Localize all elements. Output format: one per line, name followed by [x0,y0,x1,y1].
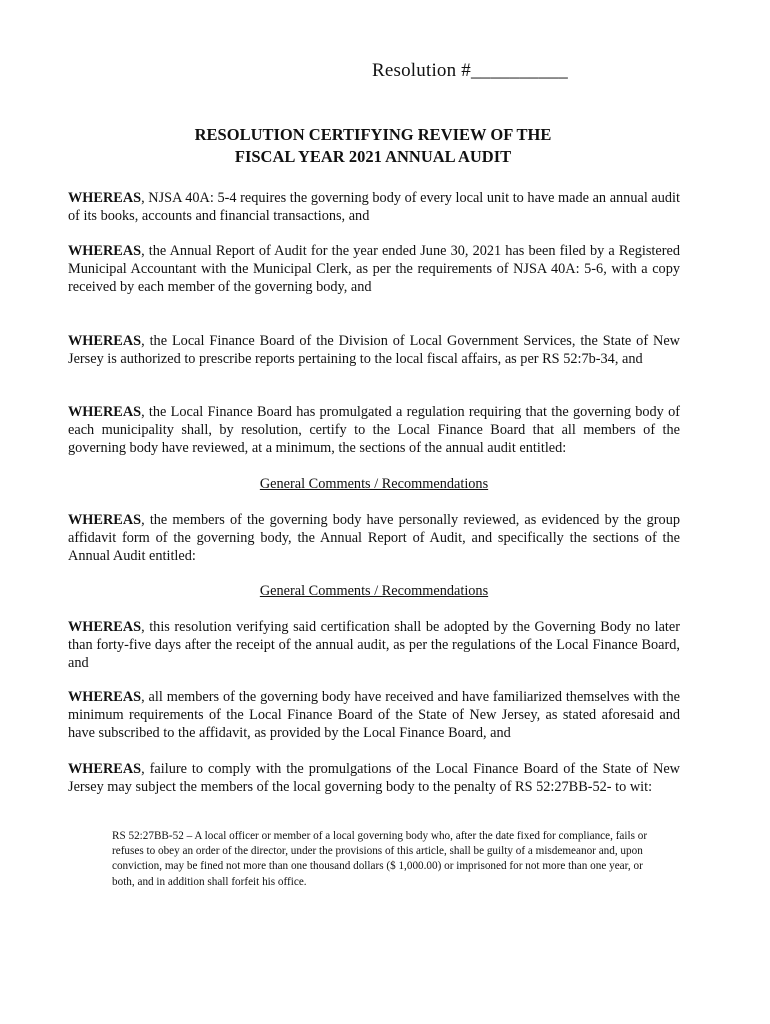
whereas-paragraph-5 [68,511,680,565]
document-title [0,124,746,168]
whereas-lead: WHEREAS [68,689,142,705]
whereas-paragraph-1 [68,189,680,225]
whereas-paragraph-2 [68,242,680,296]
section-heading-general-comments-1: General Comments / Recommendations [259,476,489,492]
whereas-paragraph-3 [68,332,680,368]
resolution-number: Resolution #__________ [372,60,568,81]
paragraph-text: , the Local Finance Board has promulgated a regulation requiring that the governing body of each municipality shall, by resolution, certify to the Local Finance Board that all members of the governing body have reviewed, at a minimum, the sections of the annual audit entitled: [68,404,680,456]
title-line-1: RESOLUTION CERTIFYING REVIEW OF THE [194,125,552,144]
title-line-2: FISCAL YEAR 2021 ANNUAL AUDIT [234,147,512,166]
paragraph-text: , NJSA 40A: 5-4 requires the governing body of every local unit to have made an annual audit of its books, accounts and financial transactions, and [68,190,680,224]
whereas-lead: WHEREAS [68,243,142,259]
whereas-lead: WHEREAS [68,512,142,528]
section-heading-general-comments-2: General Comments / Recommendations [259,583,489,599]
paragraph-text: , the members of the governing body have personally reviewed, as evidenced by the group affidavit form of the governing body, the Annual Report of Audit, and specifically the sections of the Annual Audit entitled: [68,512,680,564]
whereas-paragraph-4 [68,403,680,457]
whereas-lead: WHEREAS [68,761,142,777]
whereas-paragraph-7 [68,688,680,742]
whereas-lead: WHEREAS [68,404,142,420]
paragraph-text: , this resolution verifying said certification shall be adopted by the Governing Body no later than forty-five days after the receipt of the annual audit, as per the regulations of the Local Finance Board, and [68,619,680,671]
paragraph-text: , failure to comply with the promulgations of the Local Finance Board of the State of New Jersey may subject the members of the local governing body to the penalty of RS 52:27BB-52- to wit: [68,761,680,795]
statute-quote: RS 52:27BB-52 – A local officer or member of a local governing body who, after the date fixed for compliance, fails or refuses to obey an order of the director, under the provisions of this article, shall be guilty of a misdemeanor and, upon conviction, may be fined not more than one thousand dollars ($ 1,000.00) or imprisoned for not more than one year, or both, and in addition shall forfeit his office. [112,830,648,888]
paragraph-text: , all members of the governing body have received and have familiarized themselves with the minimum requirements of the Local Finance Board of the State of New Jersey, as stated aforesaid and have subscribed to the affidavit, as provided by the Local Finance Board, and [68,689,680,741]
paragraph-text: , the Annual Report of Audit for the year ended June 30, 2021 has been filed by a Registered Municipal Accountant with the Municipal Clerk, as per the requirements of NJSA 40A: 5-6, with a copy received by each member of the governing body, and [68,243,680,295]
paragraph-text: , the Local Finance Board of the Division of Local Government Services, the State of New Jersey is authorized to prescribe reports pertaining to the local fiscal affairs, as per RS 52:7b-34, and [68,333,680,367]
whereas-lead: WHEREAS [68,190,142,206]
whereas-paragraph-6 [68,618,680,672]
whereas-lead: WHEREAS [68,333,142,349]
whereas-paragraph-8 [68,760,680,796]
whereas-lead: WHEREAS [68,619,142,635]
